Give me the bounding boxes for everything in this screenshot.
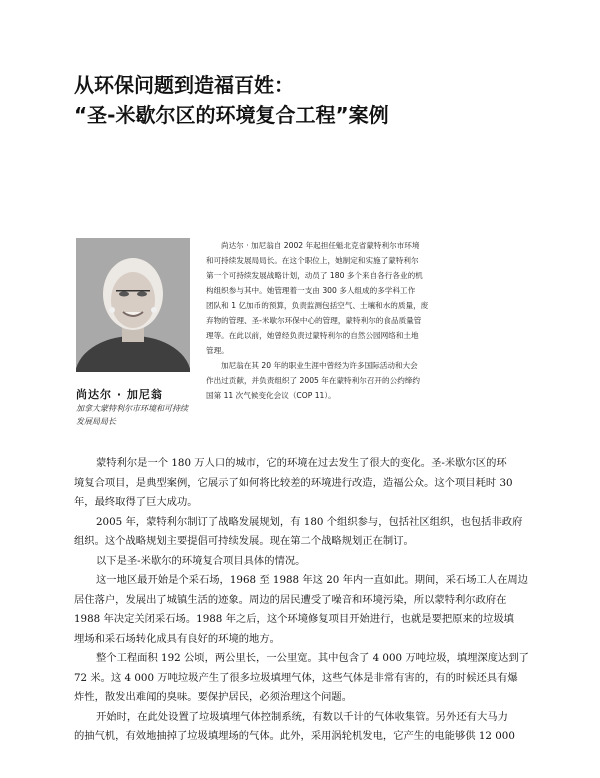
- body-line: 居住落户，发展出了城镇生活的迹象。周边的居民遭受了噪音和环境污染，所以蒙特利尔政府在: [74, 593, 507, 606]
- author-portrait-image: [76, 238, 190, 372]
- article-body: [74, 454, 544, 747]
- bio-line: 加尼翁在其 20 年的职业生涯中曾经为许多国际活动和大会: [221, 361, 418, 370]
- bio-line: 和可持续发展局局长。在这个职位上，她制定和实施了蒙特利尔: [206, 256, 419, 265]
- body-line: 以下是圣-米歇尔的环境复合项目具体的情况。: [96, 554, 306, 567]
- body-line: 1988 年决定关闭采石场。1988 年之后，这个环境修复项目开始进行，也就是要把原来的垃圾填: [74, 613, 514, 625]
- body-line: 这一地区最开始是个采石场，1968 至 1988 年这 20 年内一直如此。期间，采石场工人在周边: [96, 574, 528, 586]
- bio-line: 弃物的管理、圣-米歇尔环保中心的管理，蒙特利尔的食品质量管: [206, 316, 422, 325]
- body-line: 2005 年，蒙特利尔制订了战略发展规划，有 180 个组织参与，包括社区组织，也包括非政府: [96, 515, 523, 528]
- article-title-line-2: “圣-米歇尔区的环境复合工程”案例: [74, 103, 389, 127]
- author-role: [76, 402, 206, 428]
- body-line: 的抽气机，有效地抽掉了垃圾填埋场的气体。此外，采用涡轮机发电，它产生的电能够供 12 000: [74, 730, 515, 742]
- body-line: 72 米。这 4 000 万吨垃圾产生了很多垃圾填埋气体，这些气体是非常有害的，有的时候还具有爆: [74, 671, 518, 684]
- body-line: 炸性，散发出难闻的臭味。要保护居民，必须治理这个问题。: [74, 691, 353, 703]
- article-title-line-1: 从环保问题到造福百姓：: [74, 73, 294, 97]
- author-bio: [206, 238, 540, 403]
- body-line: 蒙特利尔是一个 180 万人口的城市，它的环境在过去发生了很大的变化。圣-米歇尔区的环: [96, 457, 507, 469]
- bio-line: 团队和 1 亿加币的预算，负责监测包括空气、土壤和水的质量，废: [206, 301, 429, 310]
- article-title: [74, 70, 544, 130]
- bio-line: 作出过贡献，并负责组织了 2005 年在蒙特利尔召开的公约缔约: [206, 376, 420, 385]
- body-line: 开始时，在此处设置了垃圾填埋气体控制系统，有数以千计的气体收集管。另外还有大马力: [96, 710, 508, 723]
- author-role-line-1: 加拿大蒙特利尔市环境和可持续: [76, 404, 188, 413]
- author-name: 尚达尔 · 加尼翁: [76, 388, 163, 401]
- body-line: 整个工程面积 192 公顷，两公里长，一公里宽。其中包含了 4 000 万吨垃圾，填埋深度达到了: [96, 652, 529, 664]
- author-role-line-2: 发展局局长: [76, 417, 116, 426]
- bio-line: 理等。在此以前，她曾经负责过蒙特利尔的自然公园网络和土地: [206, 331, 419, 340]
- body-line: 组织。这个战略规划主要提倡可持续发展。现在第二个战略规划正在制订。: [74, 535, 414, 547]
- bio-line: 国第 11 次气候变化会议（COP 11）。: [206, 391, 336, 400]
- body-line: 年，最终取得了巨大成功。: [74, 496, 198, 508]
- author-photo: [76, 238, 190, 372]
- body-line: 境复合项目，是典型案例，它展示了如何将比较差的环境进行改造，造福公众。这个项目耗时 30: [74, 476, 513, 489]
- bio-line: 管理。: [206, 346, 229, 355]
- bio-line: 尚达尔 · 加尼翁自 2002 年起担任魁北克省蒙特利尔市环境: [221, 241, 420, 250]
- body-line: 埋场和采石场转化成具有良好的环境的地方。: [74, 632, 280, 645]
- bio-line: 构组织参与其中。她管理着一支由 300 多人组成的多学科工作: [206, 286, 416, 295]
- bio-line: 第一个可持续发展战略计划，动员了 180 多个来自各行各业的机: [206, 271, 423, 280]
